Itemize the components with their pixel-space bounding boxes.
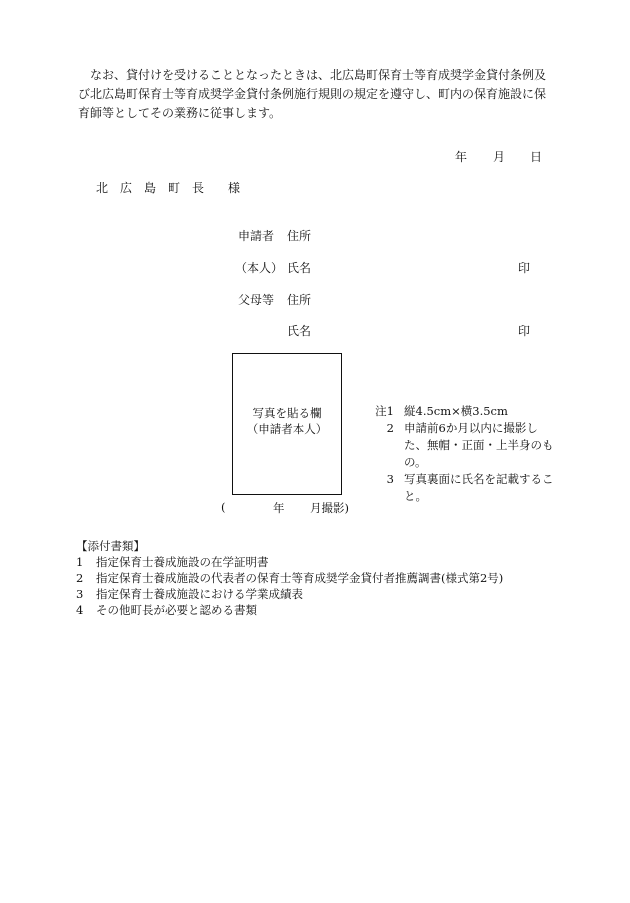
guardian-seal-mark: 印 xyxy=(518,324,531,338)
note-number: 1 xyxy=(386,404,394,418)
photo-caption-open: ( xyxy=(221,500,226,514)
photo-box xyxy=(232,353,342,495)
applicant-address-label: 住所 xyxy=(287,229,312,243)
intro-line-2: び北広島町保育士等育成奨学金貸付条例施行規則の規定を遵守し、町内の保育施設に保 xyxy=(78,87,547,101)
attachments-heading: 【添付書類】 xyxy=(76,539,145,553)
note-text: 申請前6か月以内に撮影した、無帽・正面・上半身のもの。 xyxy=(404,421,554,469)
applicant-self-label: （本人） xyxy=(235,261,284,275)
note-item xyxy=(364,403,554,420)
note-number: 3 xyxy=(386,472,394,486)
photo-label-line-2: （申請者本人） xyxy=(246,422,328,436)
intro-paragraph xyxy=(78,66,558,123)
attachment-number: 1 xyxy=(76,555,84,569)
note-item xyxy=(364,471,554,505)
note-text: 写真裏面に氏名を記載すること。 xyxy=(404,472,554,503)
applicant-seal-mark: 印 xyxy=(518,261,531,275)
note-number: 2 xyxy=(386,421,394,435)
attachment-item xyxy=(76,570,503,586)
guardian-name-label: 氏名 xyxy=(287,324,312,338)
attachment-text: その他町長が必要と認める書類 xyxy=(96,603,257,617)
attachments-section xyxy=(76,538,503,618)
date-day-label: 日 xyxy=(530,150,543,164)
attachment-number: 3 xyxy=(76,587,84,601)
photo-caption-month: 月撮影) xyxy=(310,501,349,515)
date-year-label: 年 xyxy=(455,150,468,164)
note-item xyxy=(364,420,554,471)
guardian-role-label: 父母等 xyxy=(238,293,275,307)
attachment-number: 4 xyxy=(76,603,84,617)
addressee: 北 広 島 町 長 様 xyxy=(96,181,241,195)
notes-heading: 注 xyxy=(375,404,387,418)
date-month-label: 月 xyxy=(493,150,506,164)
note-text: 縦4.5cm×横3.5cm xyxy=(404,404,508,418)
attachment-number: 2 xyxy=(76,571,84,585)
applicant-role-label: 申請者 xyxy=(238,229,275,243)
attachment-text: 指定保育士養成施設における学業成績表 xyxy=(96,587,303,601)
photo-label-line-1: 写真を貼る欄 xyxy=(252,406,322,420)
photo-notes xyxy=(364,403,554,505)
applicant-name-label: 氏名 xyxy=(287,261,312,275)
attachment-item xyxy=(76,554,503,570)
intro-line-3: 育師等としてその業務に従事します。 xyxy=(78,106,282,120)
attachment-item xyxy=(76,586,503,602)
photo-caption-year: 年 xyxy=(273,501,285,515)
attachment-item xyxy=(76,602,503,618)
attachment-text: 指定保育士養成施設の在学証明書 xyxy=(96,555,269,569)
attachment-text: 指定保育士養成施設の代表者の保育士等育成奨学金貸付者推薦調書(様式第2号) xyxy=(96,571,504,585)
intro-line-1: なお、貸付けを受けることとなったときは、北広島町保育士等育成奨学金貸付条例及 xyxy=(78,68,547,82)
guardian-address-label: 住所 xyxy=(287,293,312,307)
